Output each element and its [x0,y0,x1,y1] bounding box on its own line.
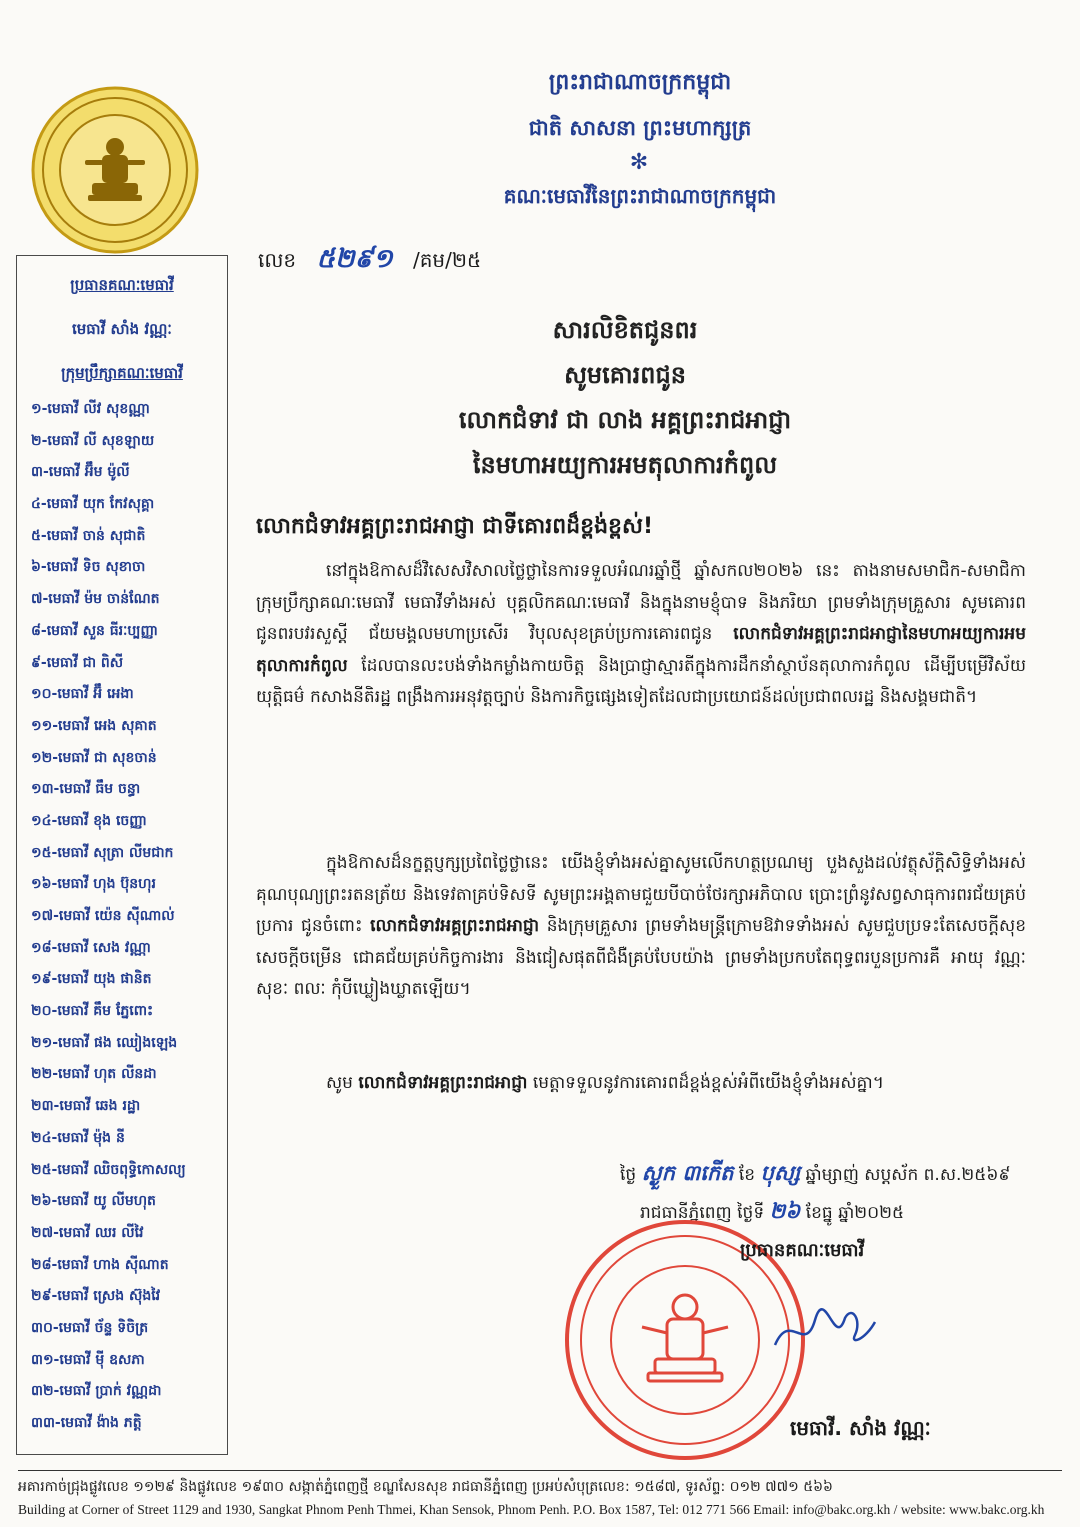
list-item: ៤-មេធាវី យុក កែវសុគ្គា [31,496,155,513]
signatory-title: ប្រធានគណៈមេធាវី [740,1240,865,1261]
list-item: ១៦-មេធាវី ហុង ប៊ុនហុរ [31,876,156,893]
footer-address-khmer: អគារកាច់ជ្រុងផ្លូវលេខ ១១២៩ និងផ្លូវលេខ ១៩៣០ សង្កាត់ភ្នំពេញថ្មី ខណ្ឌសែនសុខ រាជធានីភ្នំពេញ ប្រអប់សំបុត្រលេខ: ១៥៨៧, ទូរស័ព្ទ: ០១២ ៧៧១ ៥៦៦ [18,1479,833,1495]
council-sidebar [16,255,228,1455]
organization-name: គណៈមេធាវីនៃព្រះរាជាណាចក្រកម្ពុជា [503,184,777,208]
list-item: ១១-មេធាវី អេង សុគាត [31,717,157,734]
paragraph-text: ដែលបានលះបង់ទាំងកម្លាំងកាយចិត្ត និងប្រាជ្ញាស្មារតីក្នុងការដឹកនាំស្ថាប័នតុលាការកំពូល ដើម្បីបម្រើវិស័យយុត្តិធម៌ កសាងនីតិរដ្ឋ ពង្រឹងការអនុវត្តច្បាប់ និងការកិច្ចផ្សេងទៀតដែលជាប្រយោជន៍ដល់ប្រជាពលរដ្ឋ និងសង្គមជាតិ។ [256,655,1027,707]
list-item: ២៦-មេធាវី យូ លីមហុត [31,1193,156,1210]
list-item: ២៣-មេធាវី ឆេង រដ្ឋា [31,1098,141,1115]
addressee-bold: លោកជំទាវអគ្គព្រះរាជអាជ្ញានៃមហាអយ្យការអមតុលាការកំពូល [256,624,1026,676]
paragraph-text: សូម [326,1073,353,1093]
letter-title: សារលិខិតជូនពរ [552,316,698,344]
reference-suffix: /គម/២៥ [412,248,482,272]
list-item: ១៨-មេធាវី សេង វណ្ណា [31,939,151,956]
national-motto: ជាតិ សាសនា ព្រះមហាក្សត្រ [528,116,752,140]
addressee-intro: សូមគោរពជូន [564,361,686,389]
list-item: ១៣-មេធាវី ធឹម ចន្ធា [31,781,141,798]
month-year: ខែធ្នូ ឆ្នាំ២០២៥ [805,1203,905,1223]
handwritten-month: បុស្ស [760,1160,801,1185]
list-item: ៨-មេធាវី សួន ធីរៈប្បញ្ញា [31,622,158,639]
ornament-divider: ✻ [629,150,651,175]
list-item: ២១-មេធាវី ផង ឈៀងឡេង [31,1034,178,1051]
list-item: ១៥-មេធាវី សុត្រា លីមជាក [31,844,174,861]
paragraph-text: និងក្រុមគ្រួសារ ព្រមទាំងមន្ត្រីក្រោមឱវាទទាំងអស់ សូមជួបប្រទះតែសេចក្តីសុខ សេចក្តីចម្រើន ជោគជ័យគ្រប់កិច្ចការងារ និងជៀសផុតពីជំងឺគ្រប់បែបយ៉ាង ព្រមទាំងប្រកបតែពុទ្ធពរបួនប្រការគឺ អាយុ វណ្ណៈ សុខៈ ពលៈ កុំបីឃ្លៀងឃ្លាតឡើយ។ [256,916,1027,999]
president-name: មេធាវី សាំង វណ្ណៈ [72,320,172,338]
addressee-name: លោកជំទាវ ជា លាង អគ្គព្រះរាជអាជ្ញា [458,406,792,434]
paragraph-text: ក្នុងឱកាសដ៏នក្ខត្តប្ញក្សប្រពៃថ្លៃថ្លានេះ យើងខ្ញុំទាំងអស់គ្នាសូមលើកហត្ថប្រណម្យ បួងសួងដល់វត្ថុស័ក្តិសិទ្ធិទាំងអស់ គុណបុណ្យព្រះរតនត្រ័យ និងទេវតាគ្រប់ទិសទី សូមព្រះអង្គតាមជួយបីបាច់ថែរក្សាអភិបាល ប្រោះព្រំនូវសព្វសាធុការពរជ័យគ្រប់ប្រការ ជូនចំពោះ [256,853,1026,936]
salutation: លោកជំទាវអគ្គព្រះរាជអាជ្ញា ជាទីគោរពដ៏ខ្ពង់ខ្ពស់! [256,514,653,539]
list-item: ៧-មេធាវី ម៉ម ចាន់ណែត [31,591,160,608]
body-paragraph-3 [256,1068,1026,1100]
lunar-year: ឆ្នាំម្សាញ់ សប្តស័ក ព.ស.២៥៦៩ [805,1165,1011,1185]
date-label: ថ្ងៃ [620,1165,637,1185]
council-member-list [17,394,227,1440]
bar-association-seal [30,85,200,255]
paragraph-text: នៅក្នុងឱកាសដ៏វិសេសវិសាលថ្លៃថ្លានៃការទទួលអំណរឆ្នាំថ្មី ឆ្នាំសកល២០២៦ នេះ តាងនាមសមាជិក-សមាជិកាក្រុមប្រឹក្សាគណៈមេធាវី មេធាវីទាំងអស់ បុគ្គលិកគណៈមេធាវី និងក្នុងនាមខ្ញុំបាទ និងភរិយា ព្រមទាំងក្រុមគ្រួសារ សូមគោរពជូនពរបវរសួស្តី ជ័យមង្គលមហាប្រសើរ វិបុលសុខគ្រប់ប្រការគោរពជូន [256,561,1026,644]
list-item: ៣២-មេធាវី ប្រាក់ វណ្ណដា [31,1383,162,1400]
list-item: ១៧-មេធាវី យ៉េន ស៊ីណាល់ [31,908,175,924]
list-item: ៥-មេធាវី ចាន់ សុជាតិ [31,527,146,544]
list-item: ១០-មេធាវី អ៊ឹ អេងា [31,686,134,703]
list-item: ៦-មេធាវី ទិច សុខាចា [31,559,146,576]
body-paragraph-1 [256,556,1026,714]
list-item: ១២-មេធាវី ជា សុខចាន់ [31,749,157,766]
list-item: ៣១-មេធាវី ម៉ី ឧសភា [31,1351,145,1368]
addressee-bold: លោកជំទាវអគ្គព្រះរាជអាជ្ញា [358,1073,528,1093]
president-heading: ប្រធានគណៈមេធាវី [70,276,174,294]
reference-handwritten-number: ៥២៩១ [316,244,393,274]
letterhead-footer [18,1470,1062,1518]
list-item: ៩-មេធាវី ជា ពិសី [31,654,124,671]
addressee-institution: នៃមហាអយ្យការអមតុលាការកំពូល [472,451,778,479]
list-item: ២០-មេធាវី គឹម ភ្នែពោះ [31,1003,154,1020]
signatory-name: មេធាវី. សាំង វណ្ណៈ [790,1416,931,1440]
list-item: ១៤-មេធាវី ខុង ចេញ្ញា [31,812,147,829]
handwritten-signature [770,1300,880,1360]
handwritten-day-number: ២៦ [769,1198,801,1223]
list-item: ២៤-មេធាវី ម៉ុង នី [31,1129,125,1146]
lunar-date [620,1160,1010,1191]
list-item: ១៩-មេធាវី យុង ផានិត [31,971,152,988]
handwritten-day: ស្ងួក ៣កើត [641,1160,734,1185]
list-item: ២៨-មេធាវី ហាង ស៊ីណាត [31,1256,169,1273]
date-label: ខែ [738,1165,756,1185]
list-item: ៣៣-មេធាវី ង៉ាង ភត្តិ [31,1415,142,1431]
list-item: ២៩-មេធាវី ស្រេង ស៊ុងវៃ [31,1288,161,1305]
list-item: ១-មេធាវី លីវ សុខណ្ណា [31,401,150,417]
list-item: ២៥-មេធាវី ឈិចពុទ្ធិកោសល្យ [31,1161,186,1178]
paragraph-text: មេត្តាទទួលនូវការគោរពដ៏ខ្ពង់ខ្ពស់អំពីយើងខ្ញុំទាំងអស់គ្នា។ [532,1073,884,1093]
footer-address-english: Building at Corner of Street 1129 and 1930, Sangkat Phnom Penh Thmei, Khan Sensok, Phnom Penh. P.O. Box 1587, Tel: 012 771 566 Email: info@bakc.org.kh / website: www.bakc.org.kh [18,1502,1045,1517]
kingdom-title: ព្រះរាជាណាចក្រកម្ពុជា [548,70,732,95]
list-item: ៣-មេធាវី អ៊ឹម ម៉ូលី [31,464,130,481]
body-paragraph-2 [256,848,1026,1006]
list-item: ៣០-មេធាវី ច័ន្ទ ទិចិត្រ [31,1319,149,1336]
list-item: ២-មេធាវី លី សុខឡាយ [31,432,155,449]
reference-number [258,242,481,280]
council-heading: ក្រុមប្រឹក្សាគណៈមេធាវី [61,364,183,382]
reference-label: លេខ [258,248,297,272]
addressee-bold: លោកជំទាវអគ្គព្រះរាជអាជ្ញា [370,916,540,936]
list-item: ២៧-មេធាវី ឈរ លីវៃ [31,1224,144,1241]
list-item: ២២-មេធាវី ហុត លីនដា [31,1066,157,1083]
date-place: រាជធានីភ្នំពេញ ថ្ងៃទី [640,1203,765,1223]
